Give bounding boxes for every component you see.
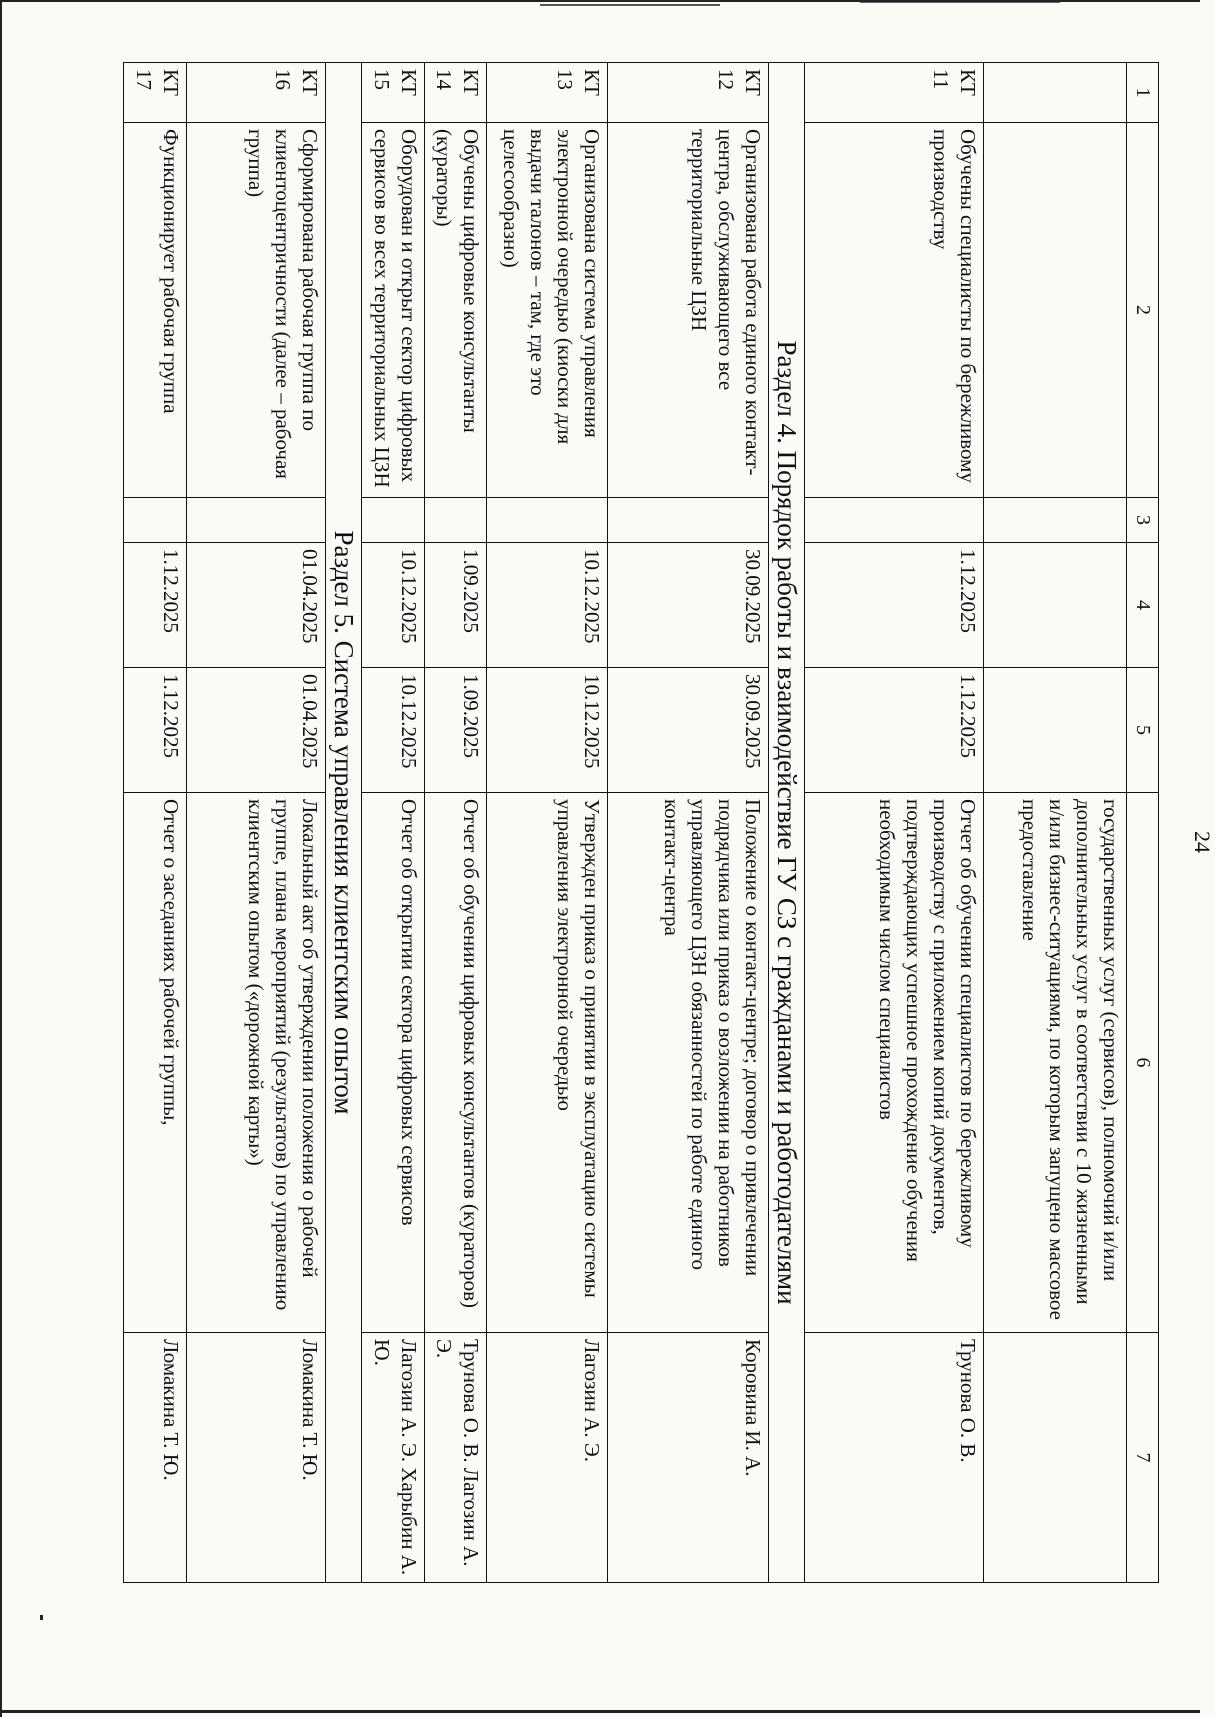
header-cell-5: 5 <box>1127 668 1159 793</box>
cell-col-6: Отчет об обучении цифровых консультантов (кураторов) <box>424 793 487 1333</box>
schedule-table <box>123 62 1159 1583</box>
cell-col-2: Обучены специалисты по бережливому производству <box>805 123 984 498</box>
cell-col-5 <box>983 668 1126 793</box>
cell-col-6: Отчет об обучении специалистов по бережливому производству с приложением копий документов, подтверждающих успешное прохождение обучения необходимым числом специалистов <box>805 793 984 1333</box>
cell-col-4: 1.12.2025 <box>124 543 187 668</box>
table-body <box>124 63 1159 1583</box>
cell-col-7: Лагозин А. Э. <box>487 1333 607 1583</box>
header-cell-1: 1 <box>1127 63 1159 123</box>
cell-col-7: Коровина И. А. <box>607 1333 769 1583</box>
header-cell-4: 4 <box>1127 543 1159 668</box>
cell-col-3 <box>424 498 487 543</box>
cell-col-5: 30.09.2025 <box>607 668 769 793</box>
cell-col-5: 1.12.2025 <box>805 668 984 793</box>
cell-col-4: 10.12.2025 <box>362 543 425 668</box>
rotated-content <box>123 62 1215 1582</box>
cell-col-5: 1.12.2025 <box>124 668 187 793</box>
cell-col-1: КТ 17 <box>124 63 187 123</box>
cell-col-2: Оборудован и открыт сектор цифровых сервисов во всех территориальных ЦЗН <box>362 123 425 498</box>
section-row <box>325 63 361 1583</box>
cell-col-1: КТ 16 <box>186 63 325 123</box>
cell-col-7: Ломакина Т. Ю. <box>186 1333 325 1583</box>
table-row <box>124 63 187 1583</box>
header-cell-3: 3 <box>1127 498 1159 543</box>
cell-col-5: 10.12.2025 <box>362 668 425 793</box>
cell-col-6: Отчет об открытии сектора цифровых сервисов <box>362 793 425 1333</box>
cell-col-4: 1.12.2025 <box>805 543 984 668</box>
header-row <box>1127 63 1159 1583</box>
table-row <box>424 63 487 1583</box>
cell-col-6: Отчет о заседаниях рабочей группы, <box>124 793 187 1333</box>
cell-col-2: Организована система управления электронной очередью (киоски для выдачи талонов – там, где это целесообразно) <box>487 123 607 498</box>
cell-col-7 <box>983 1333 1126 1583</box>
table-row <box>362 63 425 1583</box>
cell-col-5: 01.04.2025 <box>186 668 325 793</box>
table-row <box>607 63 769 1583</box>
cell-col-2: Сформирована рабочая группа по клиентоцентричности (далее – рабочая группа) <box>186 123 325 498</box>
table-row <box>805 63 984 1583</box>
section-row <box>769 63 805 1583</box>
header-cell-2: 2 <box>1127 123 1159 498</box>
cell-col-4 <box>983 543 1126 668</box>
cell-col-2: Обучены цифровые консультанты (кураторы) <box>424 123 487 498</box>
header-cell-7: 7 <box>1127 1333 1159 1583</box>
cell-col-5: 1.09.2025 <box>424 668 487 793</box>
cell-col-7: Трунова О. В. <box>805 1333 984 1583</box>
cell-col-4: 10.12.2025 <box>487 543 607 668</box>
cell-col-2: Функционирует рабочая группа <box>124 123 187 498</box>
cell-col-3 <box>362 498 425 543</box>
cell-col-6: государственных услуг (сервисов), полномочий и/или дополнительных услуг в соответствии с 10 жизненными и/или бизнес-ситуациями, по которым запущено массовое предоставление <box>983 793 1126 1333</box>
cell-col-2 <box>983 123 1126 498</box>
cell-col-5: 10.12.2025 <box>487 668 607 793</box>
page-number: 24 <box>1190 831 1215 853</box>
section-title: Раздел 5. Система управления клиентским опытом <box>325 63 361 1583</box>
cell-col-1: КТ 14 <box>424 63 487 123</box>
cell-col-6: Утвержден приказ о принятии в эксплуатацию системы управления электронной очередью <box>487 793 607 1333</box>
cell-col-7: Ломакина Т. Ю. <box>124 1333 187 1583</box>
section-title: Раздел 4. Порядок работы и взаимодействие ГУ СЗ с гражданами и работодателями <box>769 63 805 1583</box>
cell-col-7: Лагозин А. Э. Харыбин А. Ю. <box>362 1333 425 1583</box>
table-row <box>186 63 325 1583</box>
rotated-sheet <box>123 62 1215 1582</box>
cell-col-3 <box>487 498 607 543</box>
cell-col-7: Трунова О. В. Лагозин А. Э. <box>424 1333 487 1583</box>
cell-col-6: Локальный акт об утверждении положения о рабочей группе, плана мероприятий (результатов) по управлению клиентским опытом («дорожной карты») <box>186 793 325 1333</box>
cell-col-1: КТ 12 <box>607 63 769 123</box>
header-cell-6: 6 <box>1127 793 1159 1333</box>
cell-col-1: КТ 15 <box>362 63 425 123</box>
cell-col-3 <box>805 498 984 543</box>
cell-col-4: 01.04.2025 <box>186 543 325 668</box>
cell-col-2: Организована работа единого контакт-центра, обслуживающего все территориальные ЦЗН <box>607 123 769 498</box>
cell-col-3 <box>983 498 1126 543</box>
cell-col-3 <box>124 498 187 543</box>
table-row <box>487 63 607 1583</box>
table-row <box>983 63 1126 1583</box>
cell-col-1: КТ 11 <box>805 63 984 123</box>
cell-col-3 <box>607 498 769 543</box>
cell-col-1: КТ 13 <box>487 63 607 123</box>
cell-col-4: 30.09.2025 <box>607 543 769 668</box>
cell-col-4: 1.09.2025 <box>424 543 487 668</box>
cell-col-3 <box>186 498 325 543</box>
cell-col-1 <box>983 63 1126 123</box>
cell-col-6: Положение о контакт-центре; договор о привлечении подрядчика или приказ о возложении на работников управляющего ЦЗН обязанностей по работе единого контакт-центра <box>607 793 769 1333</box>
